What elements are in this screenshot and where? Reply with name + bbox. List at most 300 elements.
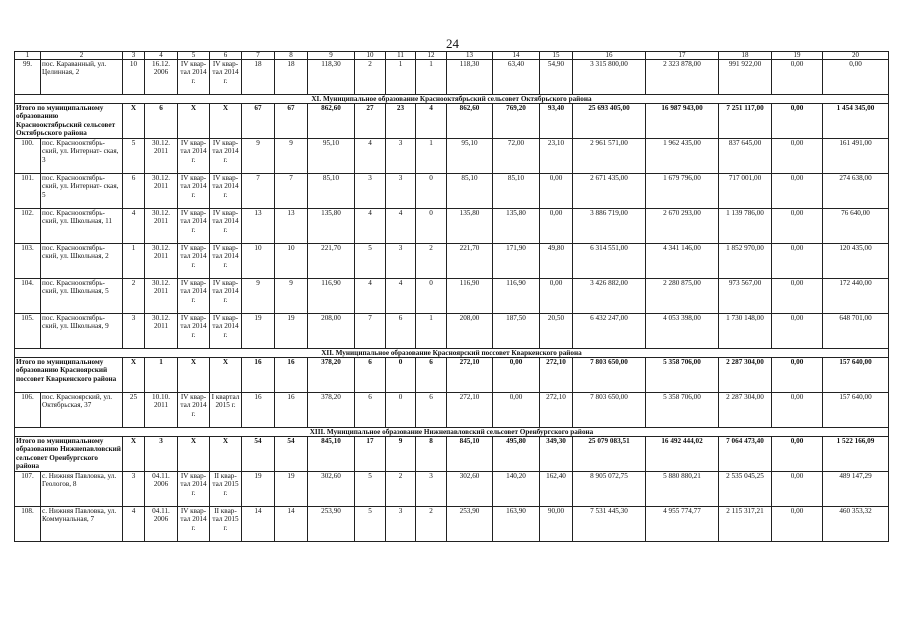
subtotal-cell: 1 454 345,00 [823, 104, 889, 139]
column-number: 1 [15, 52, 41, 60]
row-number: 104. [15, 279, 41, 314]
table-cell: 18 [242, 60, 275, 95]
table-cell: 30.12. 2011 [145, 314, 178, 349]
table-cell: 7 803 650,00 [573, 393, 646, 428]
table-cell: 0 [416, 174, 447, 209]
table-cell: IV квар- тал 2014 г. [178, 209, 210, 244]
column-number: 20 [823, 52, 889, 60]
table-cell: IV квар- тал 2014 г. [178, 507, 210, 542]
section-header-row [15, 349, 889, 358]
subtotal-cell: X [123, 104, 145, 139]
subtotal-label: Итого по муниципальному образованию Нижнепавловский сельсовет Оренбургского района [16, 437, 121, 471]
subtotal-cell: 0,00 [772, 104, 823, 139]
table-cell: 19 [242, 314, 275, 349]
table-cell: 0,00 [772, 174, 823, 209]
address-cell: пос. Краснооктябрь- ский, ул. Школьная, 11 [41, 209, 123, 244]
row-number: 101. [15, 174, 41, 209]
subtotal-label: Итого по муниципальному образованию Красноярский поссовет Кваркенского района [15, 358, 123, 393]
table-cell: IV квар- тал 2014 г. [178, 139, 210, 174]
table-row [15, 174, 889, 209]
table-cell: 3 [386, 244, 416, 279]
table-row [15, 472, 889, 507]
column-number-row [15, 52, 889, 60]
table-cell: 16 [275, 393, 308, 428]
table-cell: 135,80 [447, 209, 493, 244]
table-cell: 10 [275, 244, 308, 279]
table-cell: 0,00 [772, 472, 823, 507]
subtotal-cell: 769,20 [493, 104, 540, 139]
table-cell: 272,10 [540, 393, 573, 428]
table-cell: 717 001,00 [719, 174, 772, 209]
subtotal-cell: 0,00 [493, 358, 540, 393]
table-cell: IV квар- тал 2014 г. [210, 60, 242, 95]
column-number: 7 [242, 52, 275, 60]
table-cell: 0 [416, 279, 447, 314]
table-cell: IV квар- тал 2014 г. [210, 244, 242, 279]
table-cell: 3 [416, 472, 447, 507]
subtotal-row [15, 104, 889, 139]
address-cell: пос. Красноярский, ул. Октябрьская, 37 [41, 393, 123, 428]
table-cell: 76 640,00 [823, 209, 889, 244]
table-cell: 253,90 [308, 507, 355, 542]
table-cell: 4 [386, 279, 416, 314]
table-cell: IV квар- тал 2014 г. [178, 472, 210, 507]
column-number: 2 [41, 52, 123, 60]
subtotal-cell: 25 693 405,00 [573, 104, 646, 139]
row-number: 107. [15, 472, 41, 507]
subtotal-cell: 272,10 [447, 358, 493, 393]
table-cell: IV квар- тал 2014 г. [210, 209, 242, 244]
subtotal-cell: 5 358 706,00 [646, 358, 719, 393]
table-cell: 10.10. 2011 [145, 393, 178, 428]
table-cell: 9 [275, 279, 308, 314]
table-cell: 3 [123, 472, 145, 507]
table-cell: 8 905 072,75 [573, 472, 646, 507]
table-cell: 3 [386, 507, 416, 542]
table-cell: 3 [123, 314, 145, 349]
table-cell: 172 440,00 [823, 279, 889, 314]
column-number: 14 [493, 52, 540, 60]
table-cell: IV квар- тал 2014 г. [178, 174, 210, 209]
table-cell: IV квар- тал 2014 г. [210, 314, 242, 349]
table-cell: 9 [242, 139, 275, 174]
table-cell: 10 [242, 244, 275, 279]
subtotal-cell: 67 [275, 104, 308, 139]
table-cell: 2 [416, 507, 447, 542]
table-cell: 30.12. 2011 [145, 174, 178, 209]
table-cell: 208,00 [447, 314, 493, 349]
table-cell: 302,60 [447, 472, 493, 507]
table-cell: II квар- тал 2015 г. [210, 472, 242, 507]
table-cell: 1 [386, 60, 416, 95]
subtotal-cell: X [123, 437, 145, 472]
table-cell: 4 341 146,00 [646, 244, 719, 279]
subtotal-cell: 7 064 473,40 [719, 437, 772, 472]
table-cell: 0 [386, 393, 416, 428]
table-cell: 6 [416, 393, 447, 428]
table-cell: 2 280 875,00 [646, 279, 719, 314]
subtotal-cell: 1 [145, 358, 178, 393]
table-cell: 85,10 [447, 174, 493, 209]
table-cell: 4 [355, 139, 386, 174]
subtotal-cell: 7 251 117,00 [719, 104, 772, 139]
table-cell: 171,90 [493, 244, 540, 279]
table-cell: 7 [242, 174, 275, 209]
table-cell: 04.11. 2006 [145, 507, 178, 542]
subtotal-cell: 272,10 [540, 358, 573, 393]
subtotal-cell: 0,00 [772, 437, 823, 472]
table-cell: 95,10 [447, 139, 493, 174]
column-number: 13 [447, 52, 493, 60]
subtotal-row [15, 358, 889, 393]
subtotal-cell: 862,60 [447, 104, 493, 139]
table-cell: 4 [355, 279, 386, 314]
table-cell: 6 [386, 314, 416, 349]
table-cell: 3 [386, 174, 416, 209]
address-cell: пос. Краснооктябрь- ский, ул. Школьная, 2 [41, 244, 123, 279]
table-cell: 2 961 571,00 [573, 139, 646, 174]
column-number: 19 [772, 52, 823, 60]
section-title: XIII. Муниципальное образование Нижнепавловский сельсовет Оренбургского района [15, 428, 889, 437]
column-number: 6 [210, 52, 242, 60]
table-cell: 5 [355, 507, 386, 542]
row-number: 102. [15, 209, 41, 244]
table-cell: 163,90 [493, 507, 540, 542]
subtotal-cell: 17 [355, 437, 386, 472]
subtotal-cell: 845,10 [308, 437, 355, 472]
subtotal-cell: 6 [416, 358, 447, 393]
subtotal-cell: 349,30 [540, 437, 573, 472]
table-cell: IV квар- тал 2014 г. [210, 174, 242, 209]
address-cell: пос. Краснооктябрь- ский, ул. Школьная, 9 [41, 314, 123, 349]
table-cell: 04.11. 2006 [145, 472, 178, 507]
table-cell: 16.12. 2006 [145, 60, 178, 95]
table-cell: 221,70 [308, 244, 355, 279]
column-number: 4 [145, 52, 178, 60]
table-cell: IV квар- тал 2014 г. [178, 244, 210, 279]
table-cell: 18 [275, 60, 308, 95]
table-cell: 1 730 148,00 [719, 314, 772, 349]
table-cell: 2 [416, 244, 447, 279]
table-cell: 116,90 [493, 279, 540, 314]
table-cell: 973 567,00 [719, 279, 772, 314]
table-cell: 1 852 970,00 [719, 244, 772, 279]
table-cell: 648 701,00 [823, 314, 889, 349]
column-number: 11 [386, 52, 416, 60]
table-row [15, 507, 889, 542]
register-table [14, 51, 889, 542]
table-cell: 162,40 [540, 472, 573, 507]
table-cell: 0,00 [540, 209, 573, 244]
table-cell: 3 886 719,00 [573, 209, 646, 244]
table-cell: 991 922,00 [719, 60, 772, 95]
table-cell: 0,00 [772, 393, 823, 428]
table-cell: 1 [416, 60, 447, 95]
row-number: 100. [15, 139, 41, 174]
table-cell: IV квар- тал 2014 г. [178, 279, 210, 314]
table-cell: 2 [123, 279, 145, 314]
register-table-body [15, 52, 889, 542]
table-cell: 0,00 [772, 209, 823, 244]
row-number: 103. [15, 244, 41, 279]
column-number: 8 [275, 52, 308, 60]
table-cell: 116,90 [447, 279, 493, 314]
table-cell: 54,90 [540, 60, 573, 95]
subtotal-label: Итого по муниципальному образованию Краснооктябрьский сельсовет Октябрьского района [15, 104, 123, 139]
table-cell: 302,60 [308, 472, 355, 507]
table-cell: 0,00 [772, 60, 823, 95]
table-cell: 116,90 [308, 279, 355, 314]
subtotal-cell: 54 [242, 437, 275, 472]
subtotal-cell: 16 987 943,00 [646, 104, 719, 139]
table-cell: 274 638,00 [823, 174, 889, 209]
table-cell: 0,00 [772, 279, 823, 314]
table-cell: 208,00 [308, 314, 355, 349]
subtotal-cell: X [123, 358, 145, 393]
row-number: 105. [15, 314, 41, 349]
table-cell: 221,70 [447, 244, 493, 279]
table-cell: 6 [355, 393, 386, 428]
subtotal-cell: 6 [145, 104, 178, 139]
table-cell: I квартал 2015 г. [210, 393, 242, 428]
table-cell: 2 671 435,00 [573, 174, 646, 209]
column-number: 16 [573, 52, 646, 60]
table-cell: 19 [275, 314, 308, 349]
column-number: 9 [308, 52, 355, 60]
table-cell: 9 [242, 279, 275, 314]
table-cell: 6 314 551,00 [573, 244, 646, 279]
table-cell: 2 115 317,21 [719, 507, 772, 542]
table-cell: 2 287 304,00 [719, 393, 772, 428]
table-cell: 4 [123, 507, 145, 542]
table-cell: 63,40 [493, 60, 540, 95]
table-cell: 0,00 [772, 314, 823, 349]
address-cell: пос. Краснооктябрь- ский, ул. Интернат- ская, 3 [41, 139, 123, 174]
subtotal-cell: 0,00 [772, 358, 823, 393]
page-number: 24 [446, 36, 459, 51]
table-cell: 0,00 [772, 507, 823, 542]
table-cell: 0,00 [493, 393, 540, 428]
table-cell: 1 679 796,00 [646, 174, 719, 209]
subtotal-cell: 27 [355, 104, 386, 139]
table-cell: 1 962 435,00 [646, 139, 719, 174]
table-cell: 4 [386, 209, 416, 244]
subtotal-cell: 157 640,00 [823, 358, 889, 393]
table-cell: 49,80 [540, 244, 573, 279]
table-cell: 72,00 [493, 139, 540, 174]
subtotal-cell: 495,80 [493, 437, 540, 472]
subtotal-cell: X [178, 358, 210, 393]
table-cell: IV квар- тал 2014 г. [178, 314, 210, 349]
subtotal-cell: 4 [416, 104, 447, 139]
table-cell: 5 [355, 472, 386, 507]
table-cell: IV квар- тал 2014 г. [178, 60, 210, 95]
subtotal-cell: 3 [145, 437, 178, 472]
column-number: 3 [123, 52, 145, 60]
table-cell: 0,00 [772, 244, 823, 279]
table-cell: 95,10 [308, 139, 355, 174]
subtotal-cell: X [210, 104, 242, 139]
table-cell: 19 [242, 472, 275, 507]
table-cell: 30.12. 2011 [145, 139, 178, 174]
table-cell: 157 640,00 [823, 393, 889, 428]
table-cell: 30.12. 2011 [145, 244, 178, 279]
subtotal-cell: X [178, 437, 210, 472]
table-cell: 4 955 774,77 [646, 507, 719, 542]
table-cell: 19 [275, 472, 308, 507]
table-cell: 7 531 445,30 [573, 507, 646, 542]
subtotal-cell: 0 [386, 358, 416, 393]
table-cell: 0 [416, 209, 447, 244]
table-cell: 30.12. 2011 [145, 279, 178, 314]
table-cell: 2 670 293,00 [646, 209, 719, 244]
table-cell: 2 [355, 60, 386, 95]
subtotal-cell: 93,40 [540, 104, 573, 139]
table-row [15, 393, 889, 428]
table-cell: 13 [242, 209, 275, 244]
table-cell: 25 [123, 393, 145, 428]
column-number: 17 [646, 52, 719, 60]
table-cell: 13 [275, 209, 308, 244]
table-cell: 23,10 [540, 139, 573, 174]
column-number: 15 [540, 52, 573, 60]
subtotal-cell: 16 [242, 358, 275, 393]
table-cell: 16 [242, 393, 275, 428]
table-cell: 140,20 [493, 472, 540, 507]
subtotal-cell: 25 079 083,51 [573, 437, 646, 472]
table-cell: 118,30 [308, 60, 355, 95]
table-cell: 3 315 800,00 [573, 60, 646, 95]
subtotal-cell: 6 [355, 358, 386, 393]
section-header-row [15, 428, 889, 437]
table-cell: 5 [123, 139, 145, 174]
table-cell: 378,20 [308, 393, 355, 428]
table-cell: 7 [275, 174, 308, 209]
subtotal-cell: 9 [386, 437, 416, 472]
table-cell: 1 139 786,00 [719, 209, 772, 244]
table-cell: 85,10 [493, 174, 540, 209]
table-row [15, 209, 889, 244]
table-cell: 5 358 706,00 [646, 393, 719, 428]
subtotal-cell: 378,20 [308, 358, 355, 393]
table-cell: 2 323 878,00 [646, 60, 719, 95]
table-cell: 9 [275, 139, 308, 174]
subtotal-cell: 845,10 [447, 437, 493, 472]
table-cell: 2 [386, 472, 416, 507]
subtotal-cell: 2 287 304,00 [719, 358, 772, 393]
subtotal-cell: 862,60 [308, 104, 355, 139]
table-row [15, 139, 889, 174]
table-cell: 0,00 [823, 60, 889, 95]
table-row [15, 60, 889, 95]
table-cell: 837 645,00 [719, 139, 772, 174]
table-cell: II квар- тал 2015 г. [210, 507, 242, 542]
address-cell: с. Нижняя Павловка, ул. Коммунальная, 7 [41, 507, 123, 542]
table-row [15, 244, 889, 279]
row-number: 106. [15, 393, 41, 428]
table-cell: 489 147,29 [823, 472, 889, 507]
table-cell: 14 [242, 507, 275, 542]
table-cell: 3 [355, 174, 386, 209]
table-cell: 4 [355, 209, 386, 244]
table-cell: 3 [386, 139, 416, 174]
section-header-row [15, 95, 889, 104]
subtotal-cell: X [210, 358, 242, 393]
subtotal-cell: 7 803 650,00 [573, 358, 646, 393]
subtotal-row [15, 437, 889, 472]
table-cell: 7 [355, 314, 386, 349]
table-cell: 14 [275, 507, 308, 542]
table-cell: 10 [123, 60, 145, 95]
row-number: 108. [15, 507, 41, 542]
table-cell: 1 [123, 244, 145, 279]
table-row [15, 314, 889, 349]
subtotal-cell: 8 [416, 437, 447, 472]
subtotal-cell: 54 [275, 437, 308, 472]
section-title: XI. Муниципальное образование Краснооктябрьский сельсовет Октябрьского района [15, 95, 889, 104]
table-cell: 6 [123, 174, 145, 209]
address-cell: пос. Краснооктябрь- ский, ул. Школьная, 5 [41, 279, 123, 314]
table-cell: 6 432 247,00 [573, 314, 646, 349]
table-cell: 187,50 [493, 314, 540, 349]
table-cell: 4 053 398,00 [646, 314, 719, 349]
subtotal-cell: 23 [386, 104, 416, 139]
table-cell: 85,10 [308, 174, 355, 209]
table-cell: 0,00 [772, 139, 823, 174]
table-cell: 5 880 880,21 [646, 472, 719, 507]
table-cell: IV квар- тал 2014 г. [210, 279, 242, 314]
section-title: XII. Муниципальное образование Красноярский поссовет Кваркенского района [15, 349, 889, 358]
table-cell: 460 353,32 [823, 507, 889, 542]
table-cell: 253,90 [447, 507, 493, 542]
table-cell: 1 [416, 139, 447, 174]
table-cell: 2 535 045,25 [719, 472, 772, 507]
subtotal-cell: X [210, 437, 242, 472]
address-cell: с. Нижняя Павловка, ул. Геологов, 8 [41, 472, 123, 507]
subtotal-cell: 16 [275, 358, 308, 393]
subtotal-cell: 67 [242, 104, 275, 139]
table-cell: 135,80 [308, 209, 355, 244]
table-cell: 118,30 [447, 60, 493, 95]
table-cell: 161 491,00 [823, 139, 889, 174]
table-cell: 1 [416, 314, 447, 349]
column-number: 12 [416, 52, 447, 60]
table-cell: 0,00 [540, 279, 573, 314]
table-cell: 20,50 [540, 314, 573, 349]
table-cell: 5 [355, 244, 386, 279]
table-cell: 120 435,00 [823, 244, 889, 279]
table-cell: 30.12. 2011 [145, 209, 178, 244]
table-cell: IV квар- тал 2014 г. [178, 393, 210, 428]
table-cell: 135,80 [493, 209, 540, 244]
table-cell: 4 [123, 209, 145, 244]
subtotal-cell: 16 492 444,02 [646, 437, 719, 472]
table-row [15, 279, 889, 314]
column-number: 5 [178, 52, 210, 60]
address-cell: пос. Караванный, ул. Целинная, 2 [41, 60, 123, 95]
address-cell: пос. Краснооктябрь- ский, ул. Интернат- ская, 5 [41, 174, 123, 209]
subtotal-cell: X [178, 104, 210, 139]
row-number: 99. [15, 60, 41, 95]
table-cell: 90,00 [540, 507, 573, 542]
table-cell: 3 426 882,00 [573, 279, 646, 314]
subtotal-cell: 1 522 166,09 [823, 437, 889, 472]
table-cell: 272,10 [447, 393, 493, 428]
column-number: 10 [355, 52, 386, 60]
column-number: 18 [719, 52, 772, 60]
table-cell: 0,00 [540, 174, 573, 209]
table-cell: IV квар- тал 2014 г. [210, 139, 242, 174]
